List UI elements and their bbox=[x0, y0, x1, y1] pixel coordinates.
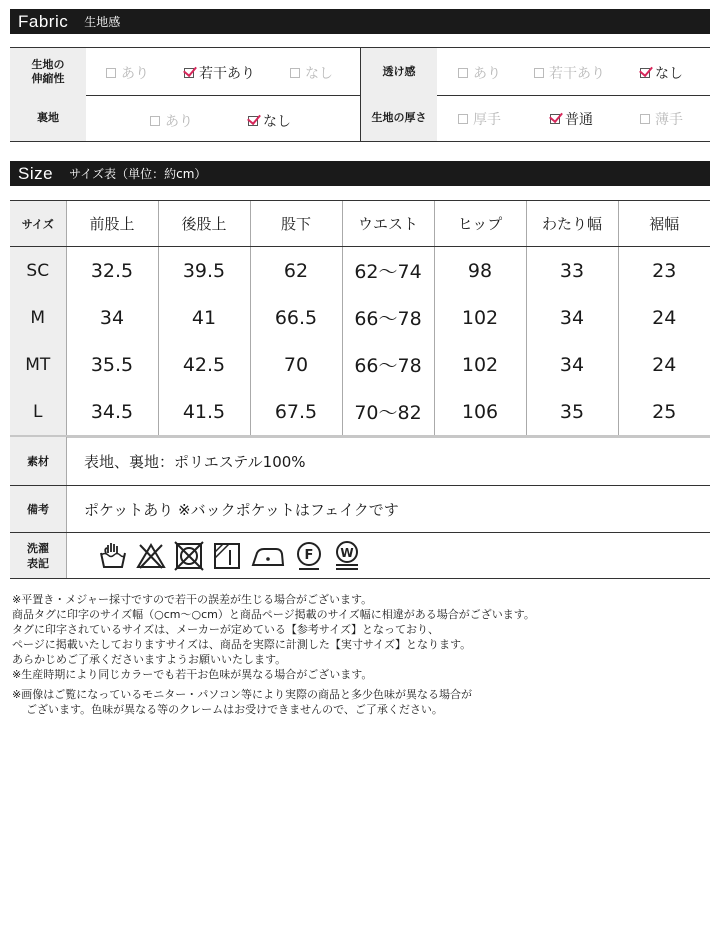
svg-text:W: W bbox=[340, 546, 354, 560]
size-table bbox=[10, 200, 710, 438]
note-line: ※生産時期により同じカラーでも若干お色味が異なる場合がございます。 bbox=[12, 668, 373, 681]
wet-clean-w-icon bbox=[332, 541, 362, 571]
size-cell: 24 bbox=[618, 341, 710, 388]
no-bleach-icon bbox=[136, 541, 166, 571]
size-cell: M bbox=[10, 294, 66, 341]
size-cell: 98 bbox=[434, 247, 526, 295]
size-header-cell: 股下 bbox=[250, 201, 342, 247]
table-row bbox=[10, 341, 710, 388]
note-line: ※画像はご覧になっているモニター・パソコン等により実際の商品と多少色味が異なる場合が bbox=[12, 688, 472, 701]
size-cell: MT bbox=[10, 341, 66, 388]
size-header-cell: 後股上 bbox=[158, 201, 250, 247]
fabric-row-stretch-transparency bbox=[10, 48, 710, 96]
note-line: ※平置き・メジャー採寸ですので若干の誤差が生じる場合がございます。 bbox=[12, 593, 373, 606]
size-cell: 34 bbox=[526, 341, 618, 388]
note-line: あらかじめご了承くださいますようお願いいたします。 bbox=[12, 653, 287, 666]
material-value: 表地、裏地：ポリエステル100% bbox=[84, 452, 306, 471]
size-cell: 32.5 bbox=[66, 247, 158, 295]
note-line: 商品タグに印字のサイズ幅（○cm〜○cm）と商品ページ掲載のサイズ幅に相違がある場合がございます。 bbox=[12, 608, 535, 621]
size-cell: 67.5 bbox=[250, 388, 342, 437]
care-row bbox=[10, 533, 710, 579]
size-cell: 25 bbox=[618, 388, 710, 437]
table-row bbox=[10, 388, 710, 437]
note-line: タグに印字されているサイズは、メーカーが定めている【参考サイズ】となっており、 bbox=[12, 623, 440, 636]
size-header-row bbox=[10, 201, 710, 247]
transparency-label: 透け感 bbox=[361, 48, 437, 95]
size-cell: 102 bbox=[434, 341, 526, 388]
size-cell: 34.5 bbox=[66, 388, 158, 437]
size-header-cell: わたり幅 bbox=[526, 201, 618, 247]
size-header-cell: ヒップ bbox=[434, 201, 526, 247]
size-section-header bbox=[10, 161, 710, 186]
stretch-label: 生地の 伸縮性 bbox=[10, 48, 86, 95]
stretch-option-yes: あり bbox=[106, 63, 149, 83]
material-row bbox=[10, 437, 710, 486]
checkbox-checked-icon bbox=[640, 68, 650, 78]
size-cell: 35.5 bbox=[66, 341, 158, 388]
remarks-value: ポケットあり ※バックポケットはフェイクです bbox=[84, 500, 399, 519]
note-line: ございます。色味が異なる等のクレームはお受けできませんので、ご了承ください。 bbox=[26, 703, 443, 716]
checkbox-empty-icon bbox=[534, 68, 544, 78]
table-row bbox=[10, 247, 710, 295]
dry-clean-f-icon bbox=[294, 541, 324, 571]
size-cell: 39.5 bbox=[158, 247, 250, 295]
checkbox-empty-icon bbox=[640, 114, 650, 124]
size-cell: 24 bbox=[618, 294, 710, 341]
thickness-option-thin: 薄手 bbox=[640, 109, 683, 129]
size-cell: 106 bbox=[434, 388, 526, 437]
size-header-cell: ウエスト bbox=[342, 201, 434, 247]
size-cell: 35 bbox=[526, 388, 618, 437]
size-cell: 42.5 bbox=[158, 341, 250, 388]
size-cell: 66〜78 bbox=[342, 341, 434, 388]
fabric-row-lining-thickness bbox=[10, 95, 710, 141]
fabric-subtitle: 生地感 bbox=[84, 15, 121, 29]
fabric-section-header bbox=[10, 9, 710, 34]
size-header-cell: サイズ bbox=[10, 201, 66, 247]
line-dry-shade-icon bbox=[212, 541, 242, 571]
low-iron-icon bbox=[250, 541, 286, 571]
size-cell: SC bbox=[10, 247, 66, 295]
checkbox-checked-icon bbox=[248, 116, 258, 126]
thickness-option-normal: 普通 bbox=[550, 109, 593, 129]
size-cell: 70〜82 bbox=[342, 388, 434, 437]
size-cell: 23 bbox=[618, 247, 710, 295]
size-header-cell: 前股上 bbox=[66, 201, 158, 247]
size-cell: 102 bbox=[434, 294, 526, 341]
checkbox-checked-icon bbox=[550, 114, 560, 124]
checkbox-checked-icon bbox=[184, 68, 194, 78]
size-cell: L bbox=[10, 388, 66, 437]
cell-divider bbox=[66, 533, 67, 578]
hand-wash-icon bbox=[98, 541, 128, 571]
lining-option-no: なし bbox=[248, 111, 291, 131]
lining-option-yes: あり bbox=[150, 111, 193, 131]
size-cell: 70 bbox=[250, 341, 342, 388]
size-header-cell: 裾幅 bbox=[618, 201, 710, 247]
size-cell: 62〜74 bbox=[342, 247, 434, 295]
stretch-option-slight: 若干あり bbox=[184, 63, 255, 83]
size-subtitle: サイズ表（単位：約cm） bbox=[69, 167, 207, 181]
remarks-row bbox=[10, 486, 710, 533]
checkbox-empty-icon bbox=[458, 114, 468, 124]
size-cell: 66.5 bbox=[250, 294, 342, 341]
size-title: Size bbox=[18, 163, 54, 183]
cell-divider bbox=[66, 437, 67, 485]
thickness-label: 生地の厚さ bbox=[361, 95, 437, 141]
material-label: 素材 bbox=[10, 437, 66, 485]
checkbox-empty-icon bbox=[150, 116, 160, 126]
notes bbox=[12, 592, 712, 717]
checkbox-empty-icon bbox=[458, 68, 468, 78]
thickness-option-thick: 厚手 bbox=[458, 109, 501, 129]
fabric-title: Fabric bbox=[18, 11, 69, 31]
transparency-option-no: なし bbox=[640, 63, 683, 83]
no-tumble-dry-icon bbox=[174, 541, 204, 571]
checkbox-empty-icon bbox=[106, 68, 116, 78]
size-cell: 33 bbox=[526, 247, 618, 295]
size-cell: 34 bbox=[526, 294, 618, 341]
care-icons bbox=[98, 541, 370, 571]
transparency-option-yes: あり bbox=[458, 63, 501, 83]
fabric-table bbox=[10, 47, 710, 142]
size-cell: 34 bbox=[66, 294, 158, 341]
size-cell: 41.5 bbox=[158, 388, 250, 437]
remarks-label: 備考 bbox=[10, 486, 66, 532]
care-label: 洗濯 表記 bbox=[10, 533, 66, 578]
checkbox-empty-icon bbox=[290, 68, 300, 78]
size-cell: 62 bbox=[250, 247, 342, 295]
note-line: ページに掲載いたしておりますサイズは、商品を実際に計測した【実寸サイズ】となります。 bbox=[12, 638, 472, 651]
size-cell: 66〜78 bbox=[342, 294, 434, 341]
lining-label: 裏地 bbox=[10, 95, 86, 141]
size-cell: 41 bbox=[158, 294, 250, 341]
table-row bbox=[10, 294, 710, 341]
cell-divider bbox=[66, 486, 67, 532]
stretch-option-no: なし bbox=[290, 63, 333, 83]
transparency-option-slight: 若干あり bbox=[534, 63, 605, 83]
svg-text:F: F bbox=[304, 548, 314, 563]
